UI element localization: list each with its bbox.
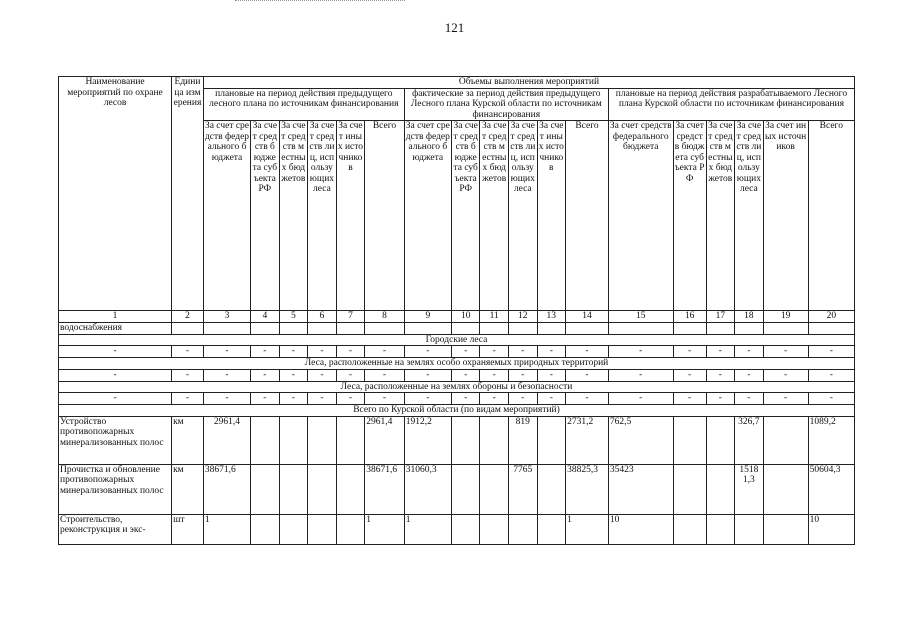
- col-number: 19: [763, 311, 808, 323]
- col-number: 2: [172, 311, 204, 323]
- col-number: 8: [365, 311, 405, 323]
- col-number: 16: [673, 311, 706, 323]
- col-number: 9: [404, 311, 451, 323]
- cell-c20: 50604,3: [808, 464, 854, 514]
- header-g1-total: Всего: [365, 121, 405, 311]
- section-defense: Леса, расположенные на землях обороны и безопасности: [59, 381, 855, 393]
- table-row: [59, 514, 855, 544]
- header-g2-users: За счет средств лиц, использующих леса: [509, 121, 538, 311]
- row-name: Прочистка и обновление противопожарных минерализованных полос: [59, 464, 172, 514]
- col-number: 13: [537, 311, 566, 323]
- header-g2-subject: За счет средств бюджета субъекта РФ: [451, 121, 480, 311]
- col-number: 5: [279, 311, 308, 323]
- cell-c20: 1089,2: [808, 416, 854, 464]
- row-name: Строительство, реконструкция и экс-: [59, 514, 172, 544]
- header-group-plan-prev: плановые на период действия предыдущего лесного плана по источникам финансирования: [203, 88, 404, 121]
- cell-c15: 35423: [608, 464, 673, 514]
- col-number: 15: [608, 311, 673, 323]
- col-number: 4: [251, 311, 280, 323]
- header-g3-total: Всего: [808, 121, 854, 311]
- cell-c3: 38671,6: [203, 464, 250, 514]
- cell-c18: 15181,3: [735, 464, 764, 514]
- header-g3-local: За счет средств местных бюджетов: [706, 121, 735, 311]
- header-volumes: Объемы выполнения мероприятий: [203, 77, 854, 89]
- header-g2-total: Всего: [566, 121, 609, 311]
- dash-row: - - - - - - - - - - - - - - - - - - - -: [59, 369, 855, 381]
- dash-row: - - - - - - - - - - - - - - - - - - - -: [59, 346, 855, 358]
- cell-c9: 1: [404, 514, 451, 544]
- header-g1-federal: За счет средств федерального бюджета: [203, 121, 250, 311]
- cell-c12: [509, 514, 538, 544]
- col-number: 12: [509, 311, 538, 323]
- cell-c12: 7765: [509, 464, 538, 514]
- col-number: 20: [808, 311, 854, 323]
- col-number: 14: [566, 311, 609, 323]
- section-total: Всего по Курской области (по видам мероприятий): [59, 405, 855, 417]
- cell-c18: [735, 514, 764, 544]
- header-g3-federal: За счет средств федерального бюджета: [608, 121, 673, 311]
- header-g1-other: За счет иных источников: [336, 121, 365, 311]
- cell-c14: 1: [566, 514, 609, 544]
- col-number: 7: [336, 311, 365, 323]
- header-g2-local: За счет средств местных бюджетов: [480, 121, 509, 311]
- col-number: 17: [706, 311, 735, 323]
- col-number: 18: [735, 311, 764, 323]
- scan-artifact: [235, 0, 405, 5]
- page-number: 121: [444, 20, 465, 35]
- section-protected: Леса, расположенные на землях особо охраняемых природных территорий: [59, 358, 855, 370]
- header-group-actual: фактические за период действия предыдущего Лесного плана Курской области по источникам финансирования: [404, 88, 608, 121]
- header-name: Наименование мероприятий по охране лесов: [59, 77, 172, 311]
- cell-c14: 38825,3: [566, 464, 609, 514]
- cell-c9: 31060,3: [404, 464, 451, 514]
- col-number: 6: [308, 311, 337, 323]
- forest-protection-table: [58, 76, 855, 545]
- row-unit: шт: [172, 514, 204, 544]
- cell-c8: 1: [365, 514, 405, 544]
- row-unit: км: [172, 416, 204, 464]
- cell-c15: 762,5: [608, 416, 673, 464]
- table-row: [59, 416, 855, 464]
- cell-c9: 1912,2: [404, 416, 451, 464]
- cell-c8: 2961,4: [365, 416, 405, 464]
- header-g3-users: За счет средств лиц, использующих леса: [735, 121, 764, 311]
- col-number: 10: [451, 311, 480, 323]
- continuation-label: водоснабжения: [59, 323, 172, 335]
- cell-c18: 326,7: [735, 416, 764, 464]
- row-name: Устройство противопожарных минерализованных полос: [59, 416, 172, 464]
- cell-c12: 819: [509, 416, 538, 464]
- dash-row: - - - - - - - - - - - - - - - - - - - -: [59, 393, 855, 405]
- col-number: 11: [480, 311, 509, 323]
- header-g1-local: За счет средств местных бюджетов: [279, 121, 308, 311]
- header-g1-subject: За счет средств бюджета субъекта РФ: [251, 121, 280, 311]
- row-unit: км: [172, 464, 204, 514]
- cell-c8: 38671,6: [365, 464, 405, 514]
- header-g2-federal: За счет средств федерального бюджета: [404, 121, 451, 311]
- header-g3-subject: За счет средств бюджета субъекта РФ: [673, 121, 706, 311]
- cell-c3: 2961,4: [203, 416, 250, 464]
- table-row: [59, 464, 855, 514]
- header-g2-other: За счет иных источников: [537, 121, 566, 311]
- header-g1-users: За счет средств лиц, использующих леса: [308, 121, 337, 311]
- cell-c20: 10: [808, 514, 854, 544]
- col-number: 1: [59, 311, 172, 323]
- cell-c14: 2731,2: [566, 416, 609, 464]
- col-number: 3: [203, 311, 250, 323]
- cell-c3: 1: [203, 514, 250, 544]
- header-unit: Единица измерения: [172, 77, 204, 311]
- cell-c15: 10: [608, 514, 673, 544]
- header-g3-other: За счет иных источников: [763, 121, 808, 311]
- section-urban: Городские леса: [59, 334, 855, 346]
- header-group-plan-new: плановые на период действия разрабатываемого Лесного плана Курской области по источникам финансирования: [608, 88, 854, 121]
